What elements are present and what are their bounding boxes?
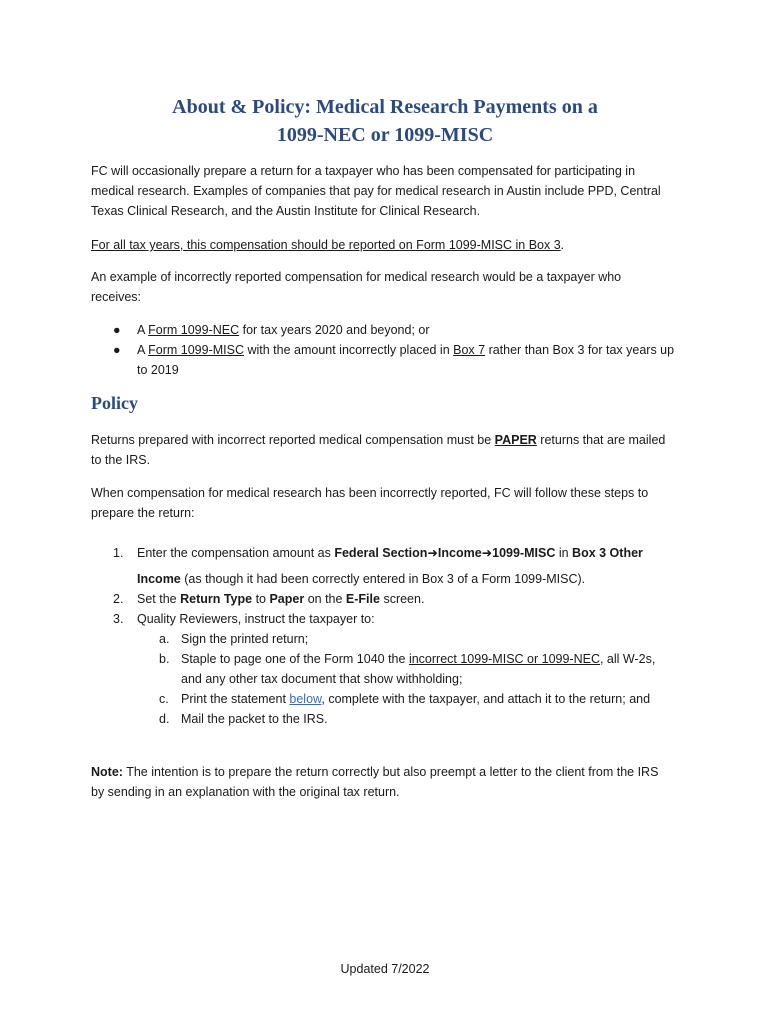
return-type-label: Return Type — [180, 592, 253, 606]
bullet-prefix: A — [137, 343, 149, 357]
step-text: Quality Reviewers, instruct the taxpayer to: — [137, 612, 375, 626]
step-text — [137, 589, 677, 609]
substep-letter: c. — [159, 692, 169, 706]
title-line-2: 1099-NEC or 1099-MISC — [276, 124, 494, 146]
step-1-mid: in — [555, 546, 573, 560]
rule-paragraph — [91, 235, 691, 255]
intro-paragraph — [91, 161, 691, 221]
updated-footer: Updated 7/2022 — [340, 962, 430, 976]
intro-line-3: Texas Clinical Research, and the Austin Institute for Clinical Research. — [91, 204, 481, 218]
box-3-label: Box 3 Other — [572, 546, 643, 560]
step-number: 3. — [113, 612, 124, 626]
title-line-1: About & Policy: Medical Research Payments on a — [172, 96, 598, 118]
efile-label: E-File — [345, 592, 380, 606]
substep-text: Sign the printed return; — [181, 632, 309, 646]
step-1-pre: Enter the compensation amount as — [137, 546, 335, 560]
step-1-post: (as though it had been correctly entered in Box 3 of a Form 1099-MISC). — [180, 572, 586, 586]
substep-c-post: , complete with the taxpayer, and attach it to the return; and — [321, 692, 651, 706]
paper-label: Paper — [269, 592, 305, 606]
step-text — [137, 540, 677, 592]
form-1099-misc-link[interactable]: Form 1099-MISC — [148, 343, 244, 357]
note-line-1: The intention is to prepare the return correctly but also preempt a letter to the client from the IRS — [122, 765, 659, 779]
policy-heading: Policy — [91, 393, 138, 413]
bullet-line-2: to 2019 — [137, 363, 179, 377]
note-line-2: by sending in an explanation with the original tax return. — [91, 785, 400, 799]
step-2-pre: Set the — [137, 592, 181, 606]
bullet-suffix: for tax years 2020 and beyond; or — [239, 323, 430, 337]
step-2-mid2: on the — [304, 592, 346, 606]
substep-letter: b. — [159, 652, 170, 666]
steps-intro-paragraph — [91, 483, 691, 523]
rule-period: . — [560, 238, 565, 252]
substep-letter: d. — [159, 712, 170, 726]
steps-intro-line-2: prepare the return: — [91, 506, 195, 520]
bullet-icon: ● — [113, 323, 121, 337]
intro-line-2: medical research. Examples of companies that pay for medical research in Austin include PPD, Central — [91, 184, 661, 198]
example-line-1: An example of incorrectly reported compensation for medical research would be a taxpayer who — [91, 270, 622, 284]
substep-b-line-2: and any other tax document that show withholding; — [181, 672, 463, 686]
income-label: Income — [137, 572, 181, 586]
rule-statement: For all tax years, this compensation should be reported on Form 1099-MISC in Box 3 — [91, 238, 561, 252]
example-paragraph — [91, 267, 691, 307]
page-title — [0, 93, 770, 149]
bullet-text — [137, 320, 682, 340]
step-2-post: screen. — [379, 592, 425, 606]
incorrect-forms-link[interactable]: incorrect 1099-MISC or 1099-NEC — [408, 652, 600, 666]
substep-letter: a. — [159, 632, 170, 646]
example-line-2: receives: — [91, 290, 142, 304]
policy-text-pre: Returns prepared with incorrect reported medical compensation must be — [91, 433, 495, 447]
substep-b-post: , all W-2s, — [599, 652, 656, 666]
step-number: 1. — [113, 546, 124, 560]
bullet-text — [137, 340, 682, 380]
substep-b-pre: Staple to page one of the Form 1040 the — [181, 652, 409, 666]
bullet-suffix: rather than Box 3 for tax years up — [485, 343, 675, 357]
bullet-prefix: A — [137, 323, 149, 337]
policy-text-post: returns that are mailed — [536, 433, 666, 447]
form-1099-nec-link[interactable]: Form 1099-NEC — [148, 323, 240, 337]
intro-line-1: FC will occasionally prepare a return for a taxpayer who has been compensated for participating in — [91, 164, 636, 178]
substep-text — [181, 689, 681, 709]
substep-text — [181, 649, 681, 689]
substep-text: Mail the packet to the IRS. — [181, 712, 328, 726]
bullet-icon: ● — [113, 343, 121, 357]
substep-c-pre: Print the statement — [181, 692, 290, 706]
box-7-link[interactable]: Box 7 — [453, 343, 486, 357]
federal-section-path: Federal Section➜Income➜1099-MISC — [334, 546, 556, 560]
paper-emphasis: PAPER — [494, 433, 537, 447]
note-paragraph — [91, 762, 691, 802]
policy-line-2: to the IRS. — [91, 453, 151, 467]
below-link[interactable]: below — [289, 692, 322, 706]
note-label: Note: — [91, 765, 123, 779]
steps-intro-line-1: When compensation for medical research has been incorrectly reported, FC will follow these steps to — [91, 486, 649, 500]
step-2-mid1: to — [252, 592, 270, 606]
policy-paragraph — [91, 430, 691, 470]
step-number: 2. — [113, 592, 124, 606]
bullet-middle: with the amount incorrectly placed in — [243, 343, 454, 357]
